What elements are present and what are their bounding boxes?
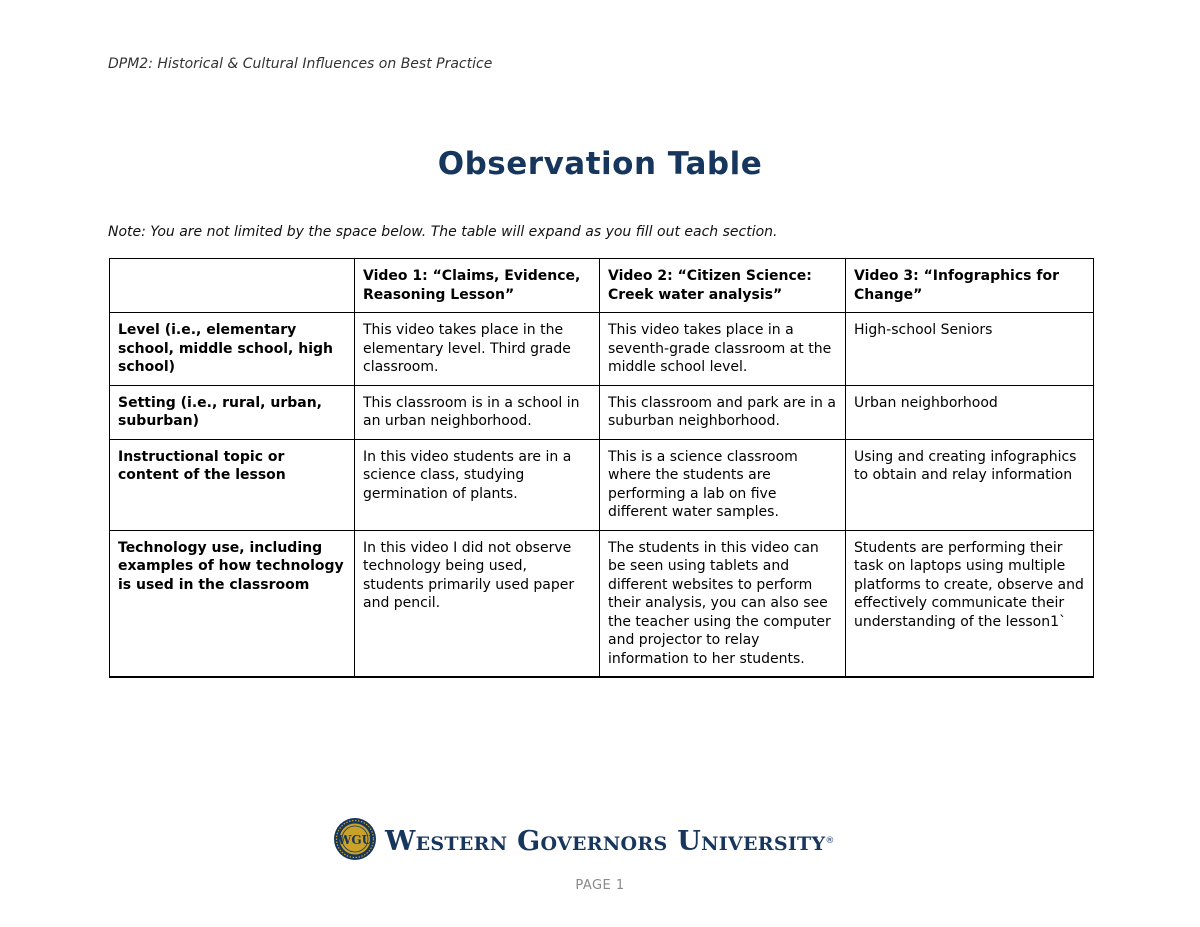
table-cell: This video takes place in a seventh-grade classroom at the middle school level. [600,313,846,386]
observation-table [109,258,1094,678]
row-label-setting: Setting (i.e., rural, urban, suburban) [110,385,355,439]
header-cell-video-1: Video 1: “Claims, Evidence, Reasoning Lesson” [355,259,600,313]
seal-letters: WGU [337,833,373,847]
table-note: Note: You are not limited by the space below. The table will expand as you fill out each section. [108,224,778,240]
wgu-seal-icon [333,817,377,865]
header-cell-video-2: Video 2: “Citizen Science: Creek water analysis” [600,259,846,313]
table-cell: This is a science classroom where the students are performing a lab on five different water samples. [600,439,846,530]
table-cell: In this video students are in a science class, studying germination of plants. [355,439,600,530]
page-title: Observation Table [437,146,763,182]
wgu-logo [333,817,834,865]
table-row-technology [110,530,1094,677]
row-label-topic: Instructional topic or content of the lesson [110,439,355,530]
table-row-setting [110,385,1094,439]
row-label-technology: Technology use, including examples of how technology is used in the classroom [110,530,355,677]
table-cell: Students are performing their task on laptops using multiple platforms to create, observe and effectively communicate their understanding of the lesson1` [846,530,1094,677]
header-cell-empty [110,259,355,313]
table-cell: This video takes place in the elementary level. Third grade classroom. [355,313,600,386]
table-cell: In this video I did not observe technology being used, students primarily used paper and pencil. [355,530,600,677]
trademark-mark: ® [825,836,835,846]
table-cell: Using and creating infographics to obtain and relay information [846,439,1094,530]
page-number: PAGE 1 [575,878,625,893]
table-cell: This classroom is in a school in an urban neighborhood. [355,385,600,439]
table-row-level [110,313,1094,386]
table-cell: This classroom and park are in a suburban neighborhood. [600,385,846,439]
table-header-row [110,259,1094,313]
header-cell-video-3: Video 3: “Infographics for Change” [846,259,1094,313]
table-cell: High-school Seniors [846,313,1094,386]
row-label-level: Level (i.e., elementary school, middle school, high school) [110,313,355,386]
table-cell: Urban neighborhood [846,385,1094,439]
table-row-topic [110,439,1094,530]
wgu-logo-text: Western Governors University [385,825,826,857]
document-header: DPM2: Historical & Cultural Influences on Best Practice [108,56,493,72]
table-cell: The students in this video can be seen using tablets and different websites to perform their analysis, you can also see the teacher using the computer and projector to relay information to her students. [600,530,846,677]
